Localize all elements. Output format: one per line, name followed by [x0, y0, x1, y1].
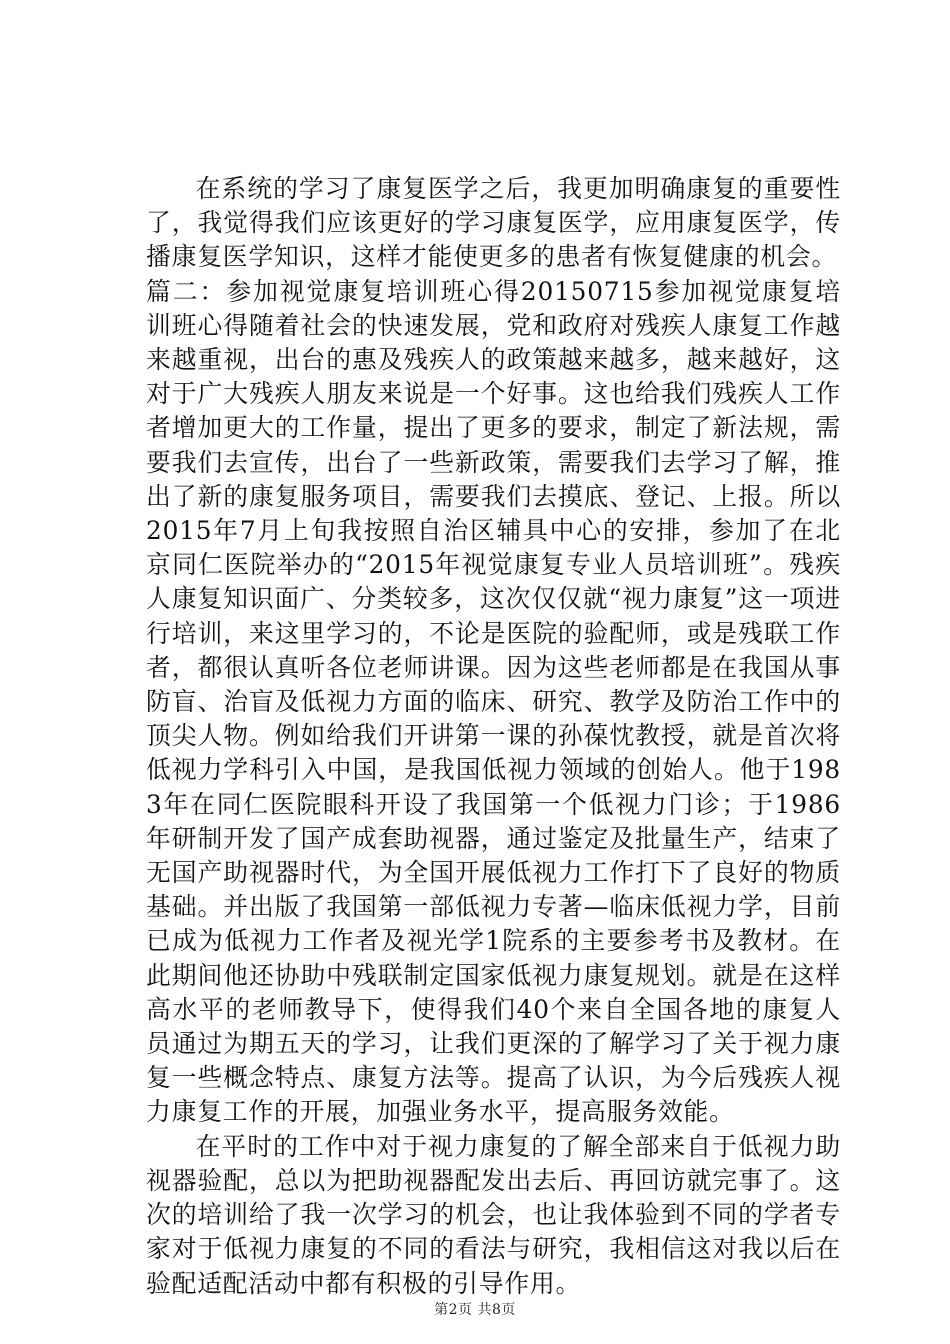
document-body [146, 172, 841, 1301]
paragraph-intro: 在系统的学习了康复医学之后，我更加明确康复的重要性了，我觉得我们应该更好的学习康复医学，应用康复医学，传播康复医学知识，这样才能使更多的患者有恢复健康的机会。 [146, 174, 841, 272]
paragraph-closing: 在平时的工作中对于视力康复的了解全部来自于低视力助视器验配，总以为把助视器配发出去后、再回访就完事了。这次的培训给了我一次学习的机会，也让我体验到不同的学者专家对于低视力康复的不同的看法与研究，我相信这对我以后在验配适配活动中都有积极的引导作用。 [146, 1131, 841, 1298]
paragraph-part-two: 篇二：参加视觉康复培训班心得20150715参加视觉康复培训班心得随着社会的快速发展，党和政府对残疾人康复工作越来越重视，出台的惠及残疾人的政策越来越多，越来越好，这对于广大残疾人朋友来说是一个好事。这也给我们残疾人工作者增加更大的工作量，提出了更多的要求，制定了新法规，需要我们去宣传，出台了一些新政策，需要我们去学习了解，推出了新的康复服务项目，需要我们去摸底、登记、上报。所以2015年7月上旬我按照自治区辅具中心的安排，参加了在北京同仁医院举办的“2015年视觉康复专业人员培训班”。残疾人康复知识面广、分类较多，这次仅仅就“视力康复”这一项进行培训，来这里学习的，不论是医院的验配师，或是残联工作者，都很认真听各位老师讲课。因为这些老师都是在我国从事防盲、治盲及低视力方面的临床、研究、教学及防治工作中的顶尖人物。例如给我们开讲第一课的孙葆忱教授，就是首次将低视力学科引入中国，是我国低视力领域的创始人。他于1983年在同仁医院眼科开设了我国第一个低视力门诊；于1986年研制开发了国产成套助视器，通过鉴定及批量生产，结束了无国产助视器时代，为全国开展低视力工作打下了良好的物质基础。并出版了我国第一部低视力专著—临床低视力学，目前已成为低视力工作者及视光学1院系的主要参考书及教材。在此期间他还协助中残联制定国家低视力康复规划。就是在这样高水平的老师教导下，使得我们40个来自全国各地的康复人员通过为期五天的学习，让我们更深的了解学习了关于视力康复一些概念特点、康复方法等。提高了认识，为今后残疾人视力康复工作的开展，加强业务水平，提高服务效能。 [146, 276, 841, 1127]
page-number-footer: 第2页 共8页 [434, 1302, 516, 1318]
